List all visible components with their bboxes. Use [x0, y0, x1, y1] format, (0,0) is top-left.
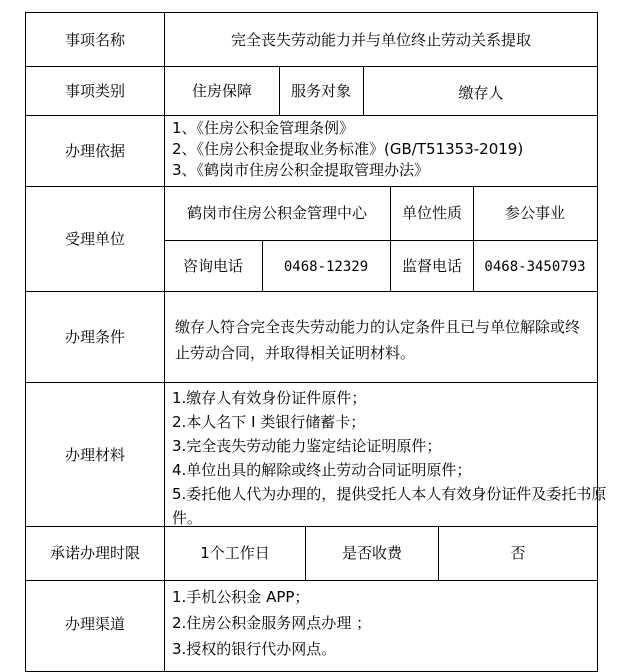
channel-item: 3.授权的银行代办网点。	[172, 640, 337, 658]
value-time-limit: 1个工作日	[200, 544, 270, 562]
material-item: 3.完全丧失劳动能力鉴定结论证明原件；	[172, 437, 442, 455]
value-item-name: 完全丧失劳动能力并与单位终止劳动关系提取	[230, 31, 532, 49]
label-service-target: 服务对象	[290, 82, 352, 100]
value-unit-nature: 参公事业	[504, 204, 566, 222]
channel-item: 1.手机公积金 APP；	[172, 588, 310, 606]
material-item: 1.缴存人有效身份证件原件；	[172, 389, 367, 407]
label-channels: 办理渠道	[64, 615, 126, 633]
label-fee: 是否收费	[341, 544, 403, 562]
label-item-category: 事项类别	[64, 82, 126, 100]
label-conditions: 办理条件	[64, 328, 126, 346]
value-service-target: 缴存人	[458, 84, 504, 102]
label-accepting-unit: 受理单位	[64, 230, 126, 248]
basis-item: 2、《住房公积金提取业务标准》(GB/T51353-2019)	[172, 140, 524, 158]
label-consult-phone: 咨询电话	[182, 257, 244, 275]
value-unit-name: 鹤岗市住房公积金管理中心	[186, 204, 368, 222]
label-supervise-phone: 监督电话	[401, 257, 463, 275]
label-time-limit: 承诺办理时限	[49, 544, 141, 562]
value-item-category: 住房保障	[191, 82, 253, 100]
label-unit-nature: 单位性质	[401, 204, 463, 222]
material-item: 4.单位出具的解除或终止劳动合同证明原件；	[172, 461, 472, 479]
value-conditions: 缴存人符合完全丧失劳动能力的认定条件且已与单位解除或终止劳动合同，并取得相关证明材料。	[175, 318, 581, 362]
basis-item: 1、《住房公积金管理条例》	[172, 119, 355, 137]
basis-item: 3、《鹤岗市住房公积金提取管理办法》	[172, 161, 430, 179]
channel-item: 2.住房公积金服务网点办理 ；	[172, 614, 372, 632]
channels-list	[172, 584, 371, 662]
label-item-name: 事项名称	[64, 31, 126, 49]
label-basis: 办理依据	[64, 142, 126, 160]
label-materials: 办理材料	[64, 446, 126, 464]
value-consult-phone: 0468-12329	[283, 259, 369, 275]
basis-list	[172, 118, 523, 181]
materials-list	[172, 386, 612, 530]
value-fee: 否	[510, 544, 526, 562]
material-item: 2.本人名下 I 类银行储蓄卡；	[172, 413, 366, 431]
material-item: 5.委托他人代为办理的，提供受托人本人有效身份证件及委托书原件。	[172, 485, 607, 527]
value-supervise-phone: 0468-3450793	[484, 259, 586, 275]
